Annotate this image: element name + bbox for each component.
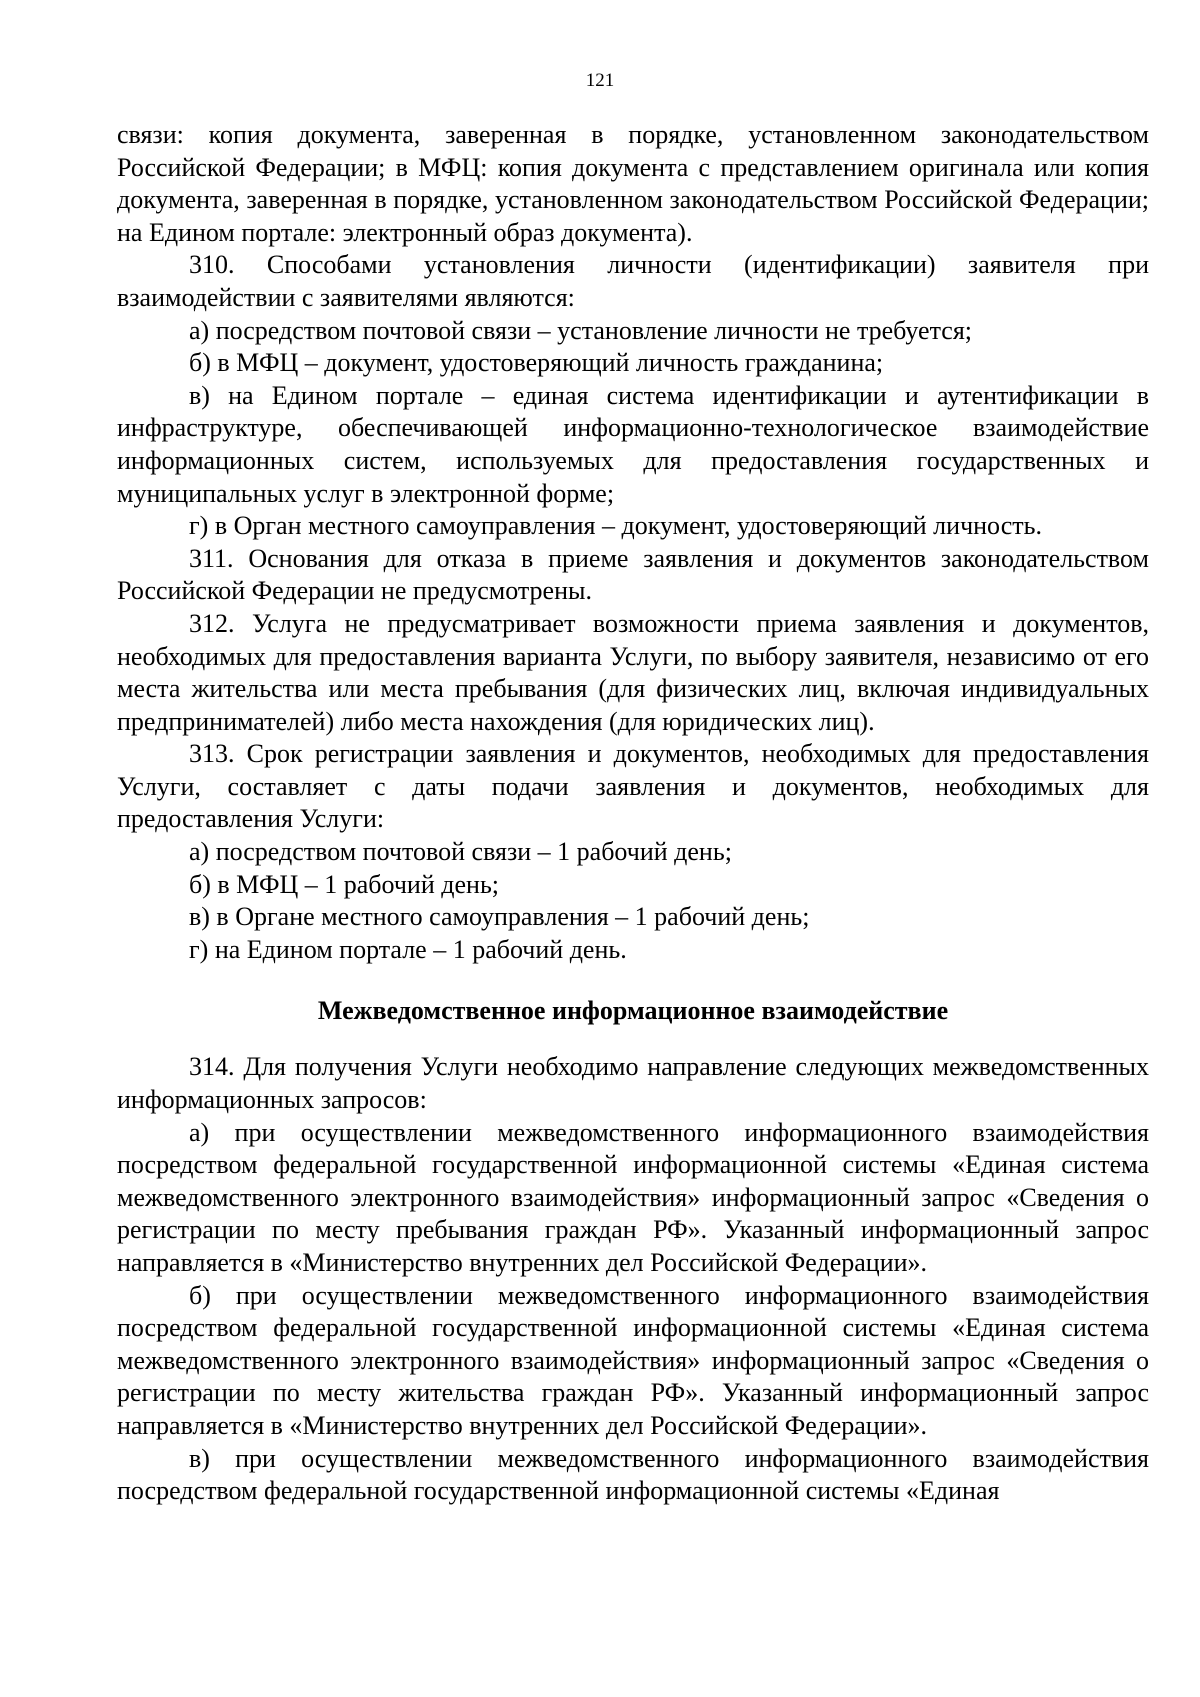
paragraph-311: 311. Основания для отказа в приеме заявления и документов законодательством Российской Федерации не предусмотрены. xyxy=(117,543,1149,606)
list-item-314-c: в) при осуществлении межведомственного информационного взаимодействия посредством федеральной государственной информационной системы «Единая xyxy=(117,1443,1149,1506)
list-item-310-b: б) в МФЦ – документ, удостоверяющий личность гражданина; xyxy=(189,348,884,378)
paragraph-313: 313. Срок регистрации заявления и документов, необходимых для предоставления Услуги, составляет с даты подачи заявления и документов, необходимых для предоставления Услуги: xyxy=(117,739,1149,834)
document-body xyxy=(117,119,1149,1508)
paragraphs-after-heading xyxy=(117,1051,1149,1507)
list-item-310-a: а) посредством почтовой связи – установление личности не требуется; xyxy=(189,315,972,345)
list-item-310-d: г) в Орган местного самоуправления – документ, удостоверяющий личность. xyxy=(189,511,1042,541)
paragraph-310: 310. Способами установления личности (идентификации) заявителя при взаимодействии с заявителями являются: xyxy=(117,250,1149,312)
paragraph-312: 312. Услуга не предусматривает возможности приема заявления и документов, необходимых для предоставления варианта Услуги, по выбору заявителя, независимо от его места жительства или места пребывания (для физических лиц, включая индивидуальных предпринимателей) либо места нахождения (для юридических лиц). xyxy=(117,608,1149,736)
page-number: 121 xyxy=(585,70,615,91)
list-item-310-c: в) на Едином портале – единая система идентификации и аутентификации в инфраструктуре, обеспечивающей информационно-технологическое взаимодействие информационных систем, используемых для предоставления государственных и муниципальных услуг в электронной форме; xyxy=(117,380,1149,508)
list-item-314-b: б) при осуществлении межведомственного информационного взаимодействия посредством федеральной государственной информационной системы «Единая система межведомственного электронного взаимодействия» информационный запрос «Сведения о регистрации по месту жительства граждан РФ». Указанный информационный запрос направляется в «Министерство внутренних дел Российской Федерации». xyxy=(117,1280,1149,1440)
list-item-313-d: г) на Едином портале – 1 рабочий день. xyxy=(189,934,627,964)
list-item-313-b: б) в МФЦ – 1 рабочий день; xyxy=(189,869,500,899)
section-heading: Межведомственное информационное взаимодействие xyxy=(317,996,949,1026)
list-item-314-a: а) при осуществлении межведомственного информационного взаимодействия посредством федеральной государственной информационной системы «Единая система межведомственного электронного взаимодействия» информационный запрос «Сведения о регистрации по месту пребывания граждан РФ». Указанный информационный запрос направляется в «Министерство внутренних дел Российской Федерации». xyxy=(117,1117,1149,1277)
list-item-313-a: а) посредством почтовой связи – 1 рабочий день; xyxy=(189,837,732,867)
paragraphs-before-heading xyxy=(117,119,1149,966)
paragraph-continuation: связи: копия документа, заверенная в порядке, установленном законодательством Российской Федерации; в МФЦ: копия документа с представлением оригинала или копия документа, заверенная в порядке, установленном законодательством Российской Федерации; на Едином портале: электронный образ документа). xyxy=(117,120,1149,247)
paragraph-314: 314. Для получения Услуги необходимо направление следующих межведомственных информационных запросов: xyxy=(117,1052,1149,1115)
list-item-313-c: в) в Органе местного самоуправления – 1 рабочий день; xyxy=(189,902,810,932)
